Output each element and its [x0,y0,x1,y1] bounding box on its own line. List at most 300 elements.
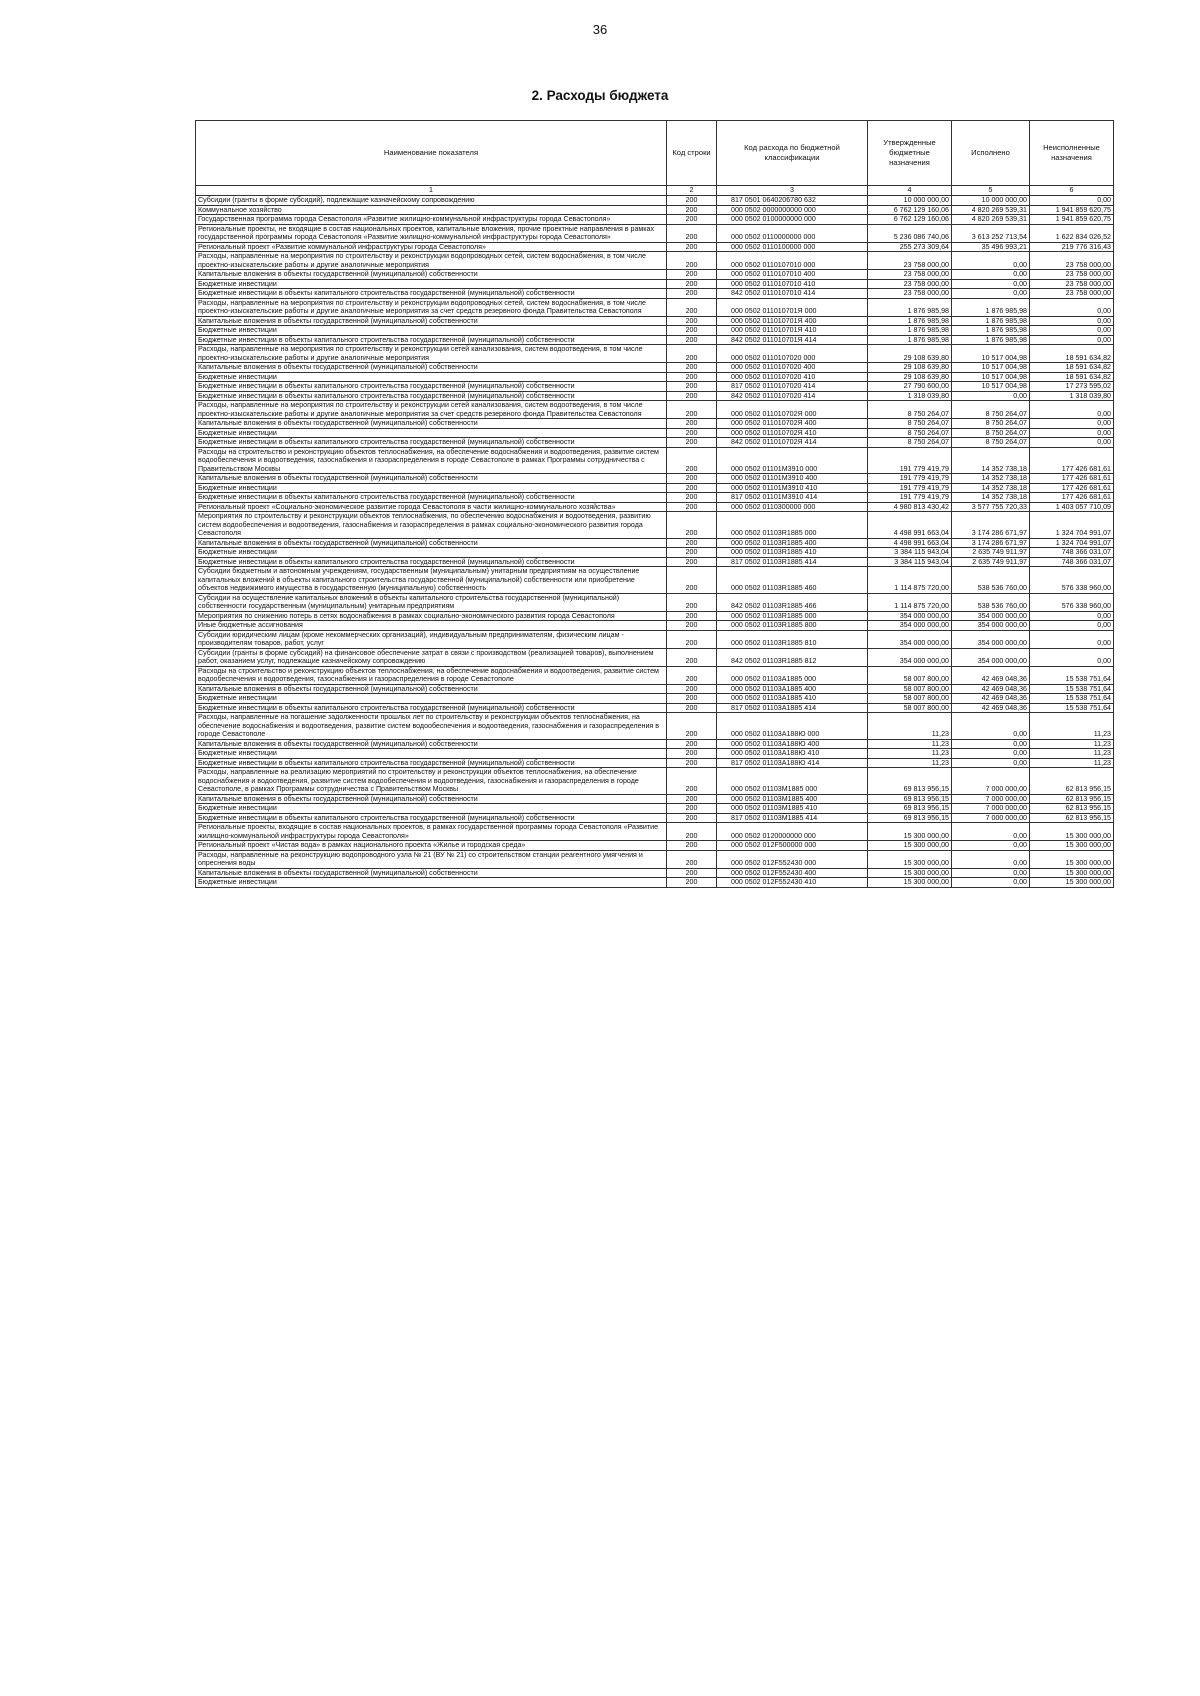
row-line-code: 200 [667,205,717,215]
row-approved: 58 007 800,00 [868,703,952,713]
row-unexecuted: 1 403 057 710,09 [1030,502,1114,512]
table-row [196,447,1114,474]
row-executed: 8 750 264,07 [952,438,1030,448]
row-executed: 4 820 269 539,31 [952,215,1030,225]
row-approved: 5 236 086 740,06 [868,224,952,242]
row-line-code: 200 [667,474,717,484]
row-unexecuted: 15 300 000,00 [1030,841,1114,851]
row-name: Бюджетные инвестиции в объекты капитального строительства государственной (муниципальной) собственности [196,289,667,299]
row-classification-code: 000 0502 0110300000 000 [717,502,868,512]
row-line-code: 200 [667,703,717,713]
row-unexecuted: 11,23 [1030,739,1114,749]
row-classification-code: 000 0502 01103A188Ю 410 [717,749,868,759]
row-approved: 255 273 309,64 [868,242,952,252]
row-line-code: 200 [667,557,717,567]
row-line-code: 200 [667,630,717,648]
row-line-code: 200 [667,739,717,749]
row-name: Региональные проекты, не входящие в состав национальных проектов, капитальные вложения, прочие проектные направления в рамках государственной программы города Севастополя «Развитие жилищно-коммунальной инфраструктуры города Севастополя» [196,224,667,242]
row-line-code: 200 [667,713,717,740]
row-name: Бюджетные инвестиции [196,878,667,888]
row-executed: 354 000 000,00 [952,621,1030,631]
row-classification-code: 817 0502 01103A1885 414 [717,703,868,713]
row-name: Бюджетные инвестиции [196,749,667,759]
row-executed: 0,00 [952,823,1030,841]
row-line-code: 200 [667,483,717,493]
column-number: 4 [868,186,952,196]
row-classification-code: 000 0502 01101М3910 400 [717,474,868,484]
row-line-code: 200 [667,196,717,206]
row-classification-code: 000 0502 0000000000 000 [717,205,868,215]
row-executed: 3 613 252 713,54 [952,224,1030,242]
row-classification-code: 000 0502 0110107020 000 [717,345,868,363]
row-name: Бюджетные инвестиции [196,428,667,438]
row-unexecuted: 0,00 [1030,326,1114,336]
row-classification-code: 000 0502 012F500000 000 [717,841,868,851]
row-executed: 8 750 264,07 [952,428,1030,438]
table-row [196,428,1114,438]
row-line-code: 200 [667,868,717,878]
row-name: Иные бюджетные ассигнования [196,621,667,631]
table-row [196,630,1114,648]
header-unexecuted: Неисполненные назначения [1030,121,1114,186]
row-name: Государственная программа города Севастополя «Развитие жилищно-коммунальной инфраструктуры города Севастополя» [196,215,667,225]
table-row [196,242,1114,252]
table-row [196,335,1114,345]
row-approved: 1 114 875 720,00 [868,567,952,594]
row-approved: 354 000 000,00 [868,611,952,621]
row-executed: 0,00 [952,841,1030,851]
row-approved: 8 750 264,07 [868,428,952,438]
row-unexecuted: 1 324 704 991,07 [1030,512,1114,539]
row-name: Расходы на строительство и реконструкцию объектов теплоснабжения, на обеспечение водоснабжения и водоотведения, развитие систем водообеспечения и водоотведения, газоснабжения и газораспределения в городе Севастополе в рамках Программы сотрудничества с Правительством Москвы [196,447,667,474]
row-name: Бюджетные инвестиции [196,372,667,382]
row-approved: 3 384 115 943,04 [868,557,952,567]
row-unexecuted: 62 813 956,15 [1030,813,1114,823]
row-executed: 1 876 985,98 [952,298,1030,316]
row-classification-code: 000 0502 011010701Я 410 [717,326,868,336]
table-row [196,768,1114,795]
row-unexecuted: 0,00 [1030,196,1114,206]
page-number: 36 [592,22,608,37]
row-name: Расходы, направленные на мероприятия по строительству и реконструкции сетей канализования, систем водоотведения, в том числе проектно-изыскательские работы и другие аналогичные мероприятия за счет средств резервного фонда Правительства Севастополя [196,401,667,419]
row-name: Региональный проект «Развитие коммунальной инфраструктуры города Севастополя» [196,242,667,252]
row-approved: 23 758 000,00 [868,289,952,299]
row-name: Расходы, направленные на мероприятия по строительству и реконструкции водопроводных сетей, систем водоснабжения, в том числе проектно-изыскательские работы и другие аналогичные мероприятия [196,252,667,270]
row-approved: 11,23 [868,749,952,759]
row-unexecuted: 177 426 681,61 [1030,474,1114,484]
row-unexecuted: 11,23 [1030,713,1114,740]
row-approved: 10 000 000,00 [868,196,952,206]
row-name: Расходы, направленные на мероприятия по строительству и реконструкции водопроводных сетей, систем водоснабжения, в том числе проектно-изыскательские работы и другие аналогичные мероприятия за счет средств резервного фонда Правительства Севастополя [196,298,667,316]
row-line-code: 200 [667,289,717,299]
table-row [196,868,1114,878]
row-approved: 191 779 419,79 [868,474,952,484]
row-unexecuted: 15 300 000,00 [1030,823,1114,841]
row-approved: 4 980 813 430,42 [868,502,952,512]
row-name: Расходы, направленные на реализацию мероприятий по строительству и реконструкции объектов теплоснабжения, на обеспечение водоснабжения и водоотведения, развитие систем водообеспечения и водоотведения, газоснабжения и газораспределения в городе Севастополе, в рамках Программы сотрудничества с Правительством Москвы [196,768,667,795]
row-classification-code: 817 0502 01103M1885 414 [717,813,868,823]
row-unexecuted: 177 426 681,61 [1030,447,1114,474]
row-executed: 8 750 264,07 [952,401,1030,419]
row-classification-code: 000 0502 01103R1885 410 [717,548,868,558]
row-name: Бюджетные инвестиции [196,804,667,814]
row-line-code: 200 [667,841,717,851]
row-executed: 538 536 760,00 [952,593,1030,611]
row-name: Коммунальное хозяйство [196,205,667,215]
row-classification-code: 000 0502 01103R1885 810 [717,630,868,648]
row-name: Капитальные вложения в объекты государственной (муниципальной) собственности [196,868,667,878]
row-executed: 0,00 [952,749,1030,759]
row-approved: 4 498 991 663,04 [868,538,952,548]
table-row [196,512,1114,539]
row-name: Региональные проекты, входящие в состав национальных проектов, в рамках государственной программы города Севастополя «Развитие жилищно-коммунальной инфраструктуры города Севастополя» [196,823,667,841]
row-unexecuted: 62 813 956,15 [1030,794,1114,804]
row-line-code: 200 [667,768,717,795]
table-row [196,289,1114,299]
row-name: Капитальные вложения в объекты государственной (муниципальной) собственности [196,794,667,804]
column-number: 5 [952,186,1030,196]
row-classification-code: 000 0502 011010702Я 410 [717,428,868,438]
row-unexecuted: 0,00 [1030,438,1114,448]
table-row [196,621,1114,631]
row-classification-code: 000 0502 0110100000 000 [717,242,868,252]
row-name: Расходы, направленные на реконструкцию водопроводного узла № 21 (ВУ № 21) со строительством станции реагентного умягчения и опреснения воды [196,850,667,868]
row-approved: 1 876 985,98 [868,298,952,316]
table-row [196,438,1114,448]
row-classification-code: 000 0502 0110000000 000 [717,224,868,242]
row-unexecuted: 748 366 031,07 [1030,557,1114,567]
row-line-code: 200 [667,749,717,759]
row-approved: 354 000 000,00 [868,630,952,648]
table-row [196,794,1114,804]
row-name: Капитальные вложения в объекты государственной (муниципальной) собственности [196,363,667,373]
table-row [196,382,1114,392]
row-name: Бюджетные инвестиции [196,326,667,336]
row-executed: 354 000 000,00 [952,648,1030,666]
row-classification-code: 000 0502 011010701Я 000 [717,298,868,316]
row-executed: 0,00 [952,868,1030,878]
row-executed: 0,00 [952,713,1030,740]
row-name: Бюджетные инвестиции в объекты капитального строительства государственной (муниципальной) собственности [196,703,667,713]
row-classification-code: 000 0502 012F552430 410 [717,878,868,888]
row-executed: 1 876 985,98 [952,316,1030,326]
row-name: Бюджетные инвестиции [196,548,667,558]
row-line-code: 200 [667,279,717,289]
table-row [196,224,1114,242]
row-line-code: 200 [667,363,717,373]
table-row [196,713,1114,740]
row-unexecuted: 0,00 [1030,419,1114,429]
row-classification-code: 000 0502 0110107010 410 [717,279,868,289]
row-approved: 8 750 264,07 [868,438,952,448]
table-row [196,758,1114,768]
row-executed: 2 635 749 911,97 [952,557,1030,567]
row-classification-code: 000 0502 012F552430 400 [717,868,868,878]
row-line-code: 200 [667,326,717,336]
table-row [196,538,1114,548]
row-classification-code: 000 0502 01103R1885 400 [717,538,868,548]
column-number: 1 [196,186,667,196]
row-approved: 27 790 600,00 [868,382,952,392]
row-executed: 14 352 738,18 [952,447,1030,474]
row-approved: 15 300 000,00 [868,850,952,868]
header-executed: Исполнено [952,121,1030,186]
row-approved: 15 300 000,00 [868,878,952,888]
table-row [196,205,1114,215]
row-unexecuted: 23 758 000,00 [1030,279,1114,289]
row-classification-code: 000 0502 01101М3910 410 [717,483,868,493]
row-classification-code: 000 0502 0100000000 000 [717,215,868,225]
row-line-code: 200 [667,252,717,270]
row-executed: 14 352 738,18 [952,493,1030,503]
table-row [196,813,1114,823]
row-classification-code: 817 0502 01101М3910 414 [717,493,868,503]
row-unexecuted: 1 622 834 026,52 [1030,224,1114,242]
row-line-code: 200 [667,391,717,401]
row-approved: 8 750 264,07 [868,401,952,419]
row-approved: 354 000 000,00 [868,648,952,666]
row-unexecuted: 0,00 [1030,630,1114,648]
row-approved: 23 758 000,00 [868,252,952,270]
row-line-code: 200 [667,224,717,242]
row-executed: 2 635 749 911,97 [952,548,1030,558]
table-row [196,749,1114,759]
table-row [196,567,1114,594]
row-executed: 354 000 000,00 [952,630,1030,648]
row-classification-code: 000 0502 011010701Я 400 [717,316,868,326]
row-name: Бюджетные инвестиции в объекты капитального строительства государственной (муниципальной) собственности [196,493,667,503]
row-name: Субсидии бюджетным и автономным учреждениям, государственным (муниципальным) унитарным предприятиям на осуществление капитальных вложений в объекты капитального строительства государственной (муниципальной) собственности или приобретение объектов недвижимого имущества в государственную (муниципальную) собственность [196,567,667,594]
row-executed: 0,00 [952,270,1030,280]
row-classification-code: 000 0502 0110107010 000 [717,252,868,270]
row-name: Субсидии (гранты в форме субсидий) на финансовое обеспечение затрат в связи с производством (реализацией товаров), выполнением работ, оказанием услуг, подлежащие казначейскому сопровождению [196,648,667,666]
table-row [196,252,1114,270]
row-line-code: 200 [667,447,717,474]
row-unexecuted: 15 538 751,64 [1030,694,1114,704]
row-unexecuted: 0,00 [1030,401,1114,419]
row-unexecuted: 15 538 751,64 [1030,703,1114,713]
row-line-code: 200 [667,593,717,611]
header-line-code: Код строки [667,121,717,186]
row-approved: 69 813 956,15 [868,768,952,795]
row-approved: 29 108 639,80 [868,363,952,373]
column-number: 6 [1030,186,1114,196]
table-row [196,648,1114,666]
row-name: Капитальные вложения в объекты государственной (муниципальной) собственности [196,419,667,429]
row-unexecuted: 0,00 [1030,621,1114,631]
row-approved: 6 762 129 160,06 [868,205,952,215]
row-classification-code: 000 0502 012F552430 000 [717,850,868,868]
row-unexecuted: 23 758 000,00 [1030,270,1114,280]
table-row [196,215,1114,225]
row-classification-code: 817 0502 01103A188Ю 414 [717,758,868,768]
row-name: Бюджетные инвестиции в объекты капитального строительства государственной (муниципальной) собственности [196,758,667,768]
row-classification-code: 000 0502 01103R1885 800 [717,621,868,631]
row-line-code: 200 [667,428,717,438]
row-approved: 11,23 [868,758,952,768]
row-executed: 10 517 004,98 [952,345,1030,363]
row-executed: 10 000 000,00 [952,196,1030,206]
row-name: Капитальные вложения в объекты государственной (муниципальной) собственности [196,316,667,326]
row-line-code: 200 [667,823,717,841]
row-executed: 0,00 [952,289,1030,299]
row-unexecuted: 0,00 [1030,335,1114,345]
row-line-code: 200 [667,804,717,814]
table-row [196,502,1114,512]
row-classification-code: 842 0502 0110107020 414 [717,391,868,401]
row-classification-code: 842 0502 01103R1885 466 [717,593,868,611]
row-executed: 14 352 738,18 [952,483,1030,493]
row-executed: 0,00 [952,878,1030,888]
row-executed: 3 174 286 671,97 [952,512,1030,539]
row-unexecuted: 1 941 859 620,75 [1030,205,1114,215]
table-row [196,483,1114,493]
table-body [196,196,1114,888]
row-approved: 1 114 875 720,00 [868,593,952,611]
table-row [196,804,1114,814]
row-unexecuted: 1 318 039,80 [1030,391,1114,401]
row-line-code: 200 [667,813,717,823]
row-classification-code: 817 0502 0110107020 414 [717,382,868,392]
row-classification-code: 000 0502 011010702Я 400 [717,419,868,429]
row-line-code: 200 [667,335,717,345]
row-name: Бюджетные инвестиции [196,279,667,289]
row-name: Бюджетные инвестиции в объекты капитального строительства государственной (муниципальной) собственности [196,557,667,567]
row-name: Бюджетные инвестиции в объекты капитального строительства государственной (муниципальной) собственности [196,335,667,345]
table-row [196,823,1114,841]
row-approved: 58 007 800,00 [868,684,952,694]
row-unexecuted: 0,00 [1030,648,1114,666]
row-executed: 1 876 985,98 [952,335,1030,345]
table-header-row [196,121,1114,186]
row-classification-code: 000 0502 01103A1885 000 [717,666,868,684]
row-approved: 23 758 000,00 [868,270,952,280]
row-executed: 42 469 048,36 [952,703,1030,713]
row-unexecuted: 576 338 960,00 [1030,567,1114,594]
row-name: Капитальные вложения в объекты государственной (муниципальной) собственности [196,538,667,548]
row-executed: 42 469 048,36 [952,666,1030,684]
row-classification-code: 842 0502 011010701Я 414 [717,335,868,345]
row-executed: 4 820 269 539,31 [952,205,1030,215]
row-classification-code: 000 0502 01103R1885 000 [717,611,868,621]
row-approved: 58 007 800,00 [868,694,952,704]
row-unexecuted: 62 813 956,15 [1030,768,1114,795]
row-classification-code: 000 0502 011010702Я 000 [717,401,868,419]
table-row [196,316,1114,326]
row-line-code: 200 [667,878,717,888]
table-row [196,326,1114,336]
row-unexecuted: 219 776 316,43 [1030,242,1114,252]
row-name: Бюджетные инвестиции [196,483,667,493]
row-executed: 3 174 286 671,97 [952,538,1030,548]
row-executed: 7 000 000,00 [952,804,1030,814]
row-name: Региональный проект «Чистая вода» в рамках национального проекта «Жилье и городская среда» [196,841,667,851]
row-approved: 15 300 000,00 [868,823,952,841]
table-row [196,841,1114,851]
row-classification-code: 000 0502 01103R1885 460 [717,567,868,594]
row-unexecuted: 15 300 000,00 [1030,878,1114,888]
row-name: Субсидии юридическим лицам (кроме некоммерческих организаций), индивидуальным предпринимателям, физическим лицам - производителям товаров, работ, услуг [196,630,667,648]
row-approved: 1 318 039,80 [868,391,952,401]
table-row [196,419,1114,429]
row-executed: 0,00 [952,279,1030,289]
row-line-code: 200 [667,621,717,631]
row-unexecuted: 18 591 634,82 [1030,363,1114,373]
row-executed: 538 536 760,00 [952,567,1030,594]
row-approved: 69 813 956,15 [868,804,952,814]
row-line-code: 200 [667,567,717,594]
table-row [196,372,1114,382]
row-line-code: 200 [667,438,717,448]
row-classification-code: 000 0502 01103A1885 410 [717,694,868,704]
row-line-code: 200 [667,345,717,363]
table-row [196,694,1114,704]
row-line-code: 200 [667,538,717,548]
row-unexecuted: 15 538 751,64 [1030,666,1114,684]
row-approved: 1 876 985,98 [868,316,952,326]
row-classification-code: 000 0502 01103A188Ю 400 [717,739,868,749]
row-unexecuted: 11,23 [1030,758,1114,768]
row-line-code: 200 [667,512,717,539]
table-row [196,391,1114,401]
table-row [196,474,1114,484]
row-unexecuted: 62 813 956,15 [1030,804,1114,814]
row-name: Бюджетные инвестиции в объекты капитального строительства государственной (муниципальной) собственности [196,382,667,392]
row-unexecuted: 1 941 859 620,75 [1030,215,1114,225]
row-name: Бюджетные инвестиции в объекты капитального строительства государственной (муниципальной) собственности [196,813,667,823]
row-approved: 1 876 985,98 [868,335,952,345]
row-unexecuted: 11,23 [1030,749,1114,759]
row-line-code: 200 [667,298,717,316]
row-classification-code: 000 0502 01103M1885 000 [717,768,868,795]
row-classification-code: 842 0502 01103R1885 812 [717,648,868,666]
table-row [196,493,1114,503]
row-approved: 58 007 800,00 [868,666,952,684]
table-row [196,666,1114,684]
table-row [196,557,1114,567]
row-classification-code: 000 0502 01103R1885 000 [717,512,868,539]
row-approved: 191 779 419,79 [868,483,952,493]
page-title: 2. Расходы бюджета [531,88,669,103]
row-executed: 3 577 755 720,33 [952,502,1030,512]
row-classification-code: 000 0502 01103A1885 400 [717,684,868,694]
row-approved: 11,23 [868,739,952,749]
row-approved: 69 813 956,15 [868,794,952,804]
row-name: Бюджетные инвестиции в объекты капитального строительства государственной (муниципальной) собственности [196,391,667,401]
row-approved: 3 384 115 943,04 [868,548,952,558]
row-executed: 42 469 048,36 [952,694,1030,704]
table-row [196,345,1114,363]
row-line-code: 200 [667,382,717,392]
table-row [196,593,1114,611]
row-unexecuted: 0,00 [1030,316,1114,326]
row-unexecuted: 15 300 000,00 [1030,850,1114,868]
row-line-code: 200 [667,684,717,694]
row-line-code: 200 [667,419,717,429]
table-row [196,878,1114,888]
header-indicator-name: Наименование показателя [196,121,667,186]
row-executed: 0,00 [952,739,1030,749]
table-row [196,684,1114,694]
row-executed: 0,00 [952,252,1030,270]
row-name: Расходы, направленные на мероприятия по строительству и реконструкции сетей канализования, систем водоотведения, в том числе проектно-изыскательские работы и другие аналогичные мероприятия [196,345,667,363]
row-approved: 15 300 000,00 [868,868,952,878]
row-line-code: 200 [667,850,717,868]
row-unexecuted: 177 426 681,61 [1030,483,1114,493]
row-approved: 29 108 639,80 [868,345,952,363]
row-approved: 191 779 419,79 [868,493,952,503]
row-approved: 6 762 129 160,06 [868,215,952,225]
